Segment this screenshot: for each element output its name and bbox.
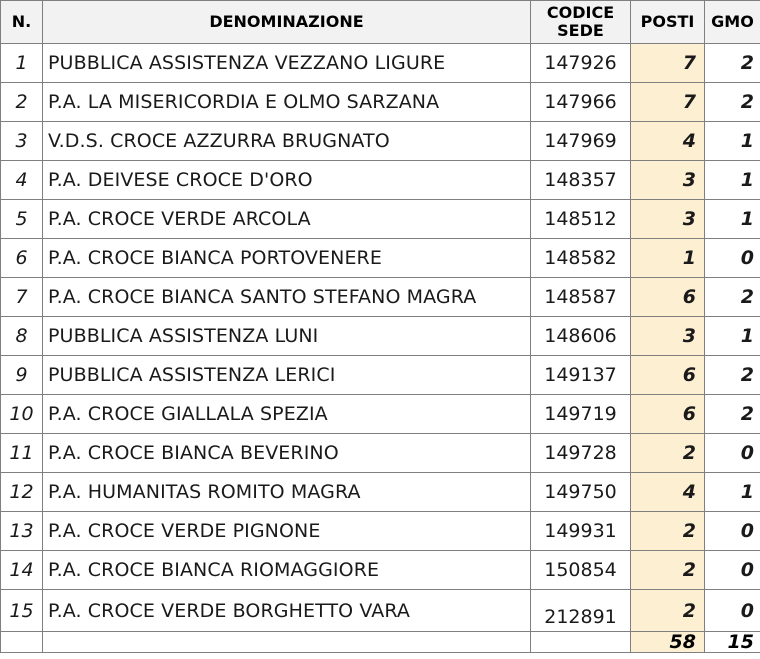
row-posti: 3 [631, 317, 705, 356]
table-body [1, 44, 760, 632]
row-denominazione: V.D.S. CROCE AZZURRA BRUGNATO [43, 122, 531, 161]
table-row [1, 551, 760, 590]
row-gmo: 2 [705, 395, 760, 434]
row-codice-sede: 150854 [531, 551, 631, 590]
row-number: 6 [1, 239, 43, 278]
row-denominazione: PUBBLICA ASSISTENZA LUNI [43, 317, 531, 356]
table-row [1, 590, 760, 632]
row-denominazione: PUBBLICA ASSISTENZA VEZZANO LIGURE [43, 44, 531, 83]
row-posti: 6 [631, 278, 705, 317]
row-number: 13 [1, 512, 43, 551]
row-number: 8 [1, 317, 43, 356]
header-n: N. [1, 1, 43, 44]
row-denominazione: P.A. DEIVESE CROCE D'ORO [43, 161, 531, 200]
row-gmo: 0 [705, 239, 760, 278]
row-gmo: 1 [705, 122, 760, 161]
row-codice-sede: 149728 [531, 434, 631, 473]
table-row [1, 83, 760, 122]
row-gmo: 1 [705, 161, 760, 200]
row-gmo: 0 [705, 434, 760, 473]
row-denominazione: P.A. LA MISERICORDIA E OLMO SARZANA [43, 83, 531, 122]
table-row [1, 356, 760, 395]
row-posti: 7 [631, 44, 705, 83]
row-denominazione: P.A. CROCE VERDE ARCOLA [43, 200, 531, 239]
row-denominazione: P.A. CROCE BIANCA PORTOVENERE [43, 239, 531, 278]
row-gmo: 1 [705, 200, 760, 239]
row-gmo: 2 [705, 44, 760, 83]
total-gmo: 15 [705, 632, 760, 653]
header-codice-line2: SEDE [557, 21, 604, 40]
row-number: 12 [1, 473, 43, 512]
table-row [1, 122, 760, 161]
table-row [1, 239, 760, 278]
row-posti: 4 [631, 473, 705, 512]
row-denominazione: P.A. CROCE VERDE BORGHETTO VARA [43, 590, 531, 632]
row-denominazione: P.A. CROCE VERDE PIGNONE [43, 512, 531, 551]
row-posti: 6 [631, 395, 705, 434]
row-posti: 2 [631, 590, 705, 632]
row-posti: 6 [631, 356, 705, 395]
row-posti: 3 [631, 200, 705, 239]
row-number: 4 [1, 161, 43, 200]
table-row [1, 473, 760, 512]
row-gmo: 2 [705, 278, 760, 317]
header-row [1, 1, 760, 44]
row-denominazione: PUBBLICA ASSISTENZA LERICI [43, 356, 531, 395]
row-codice-sede: 149137 [531, 356, 631, 395]
totals-empty-code [531, 632, 631, 653]
row-gmo: 0 [705, 590, 760, 632]
header-gmo: GMO [705, 1, 760, 44]
row-codice-sede: 149931 [531, 512, 631, 551]
header-codice-sede [531, 1, 631, 44]
table-row [1, 278, 760, 317]
table-row [1, 200, 760, 239]
row-denominazione: P.A. CROCE BIANCA SANTO STEFANO MAGRA [43, 278, 531, 317]
row-posti: 4 [631, 122, 705, 161]
row-denominazione: P.A. CROCE BIANCA BEVERINO [43, 434, 531, 473]
row-codice-sede: 148512 [531, 200, 631, 239]
row-posti: 7 [631, 83, 705, 122]
row-number: 1 [1, 44, 43, 83]
row-number: 11 [1, 434, 43, 473]
row-codice-sede: 148357 [531, 161, 631, 200]
row-codice-sede: 148606 [531, 317, 631, 356]
row-posti: 2 [631, 512, 705, 551]
row-codice-sede: 147926 [531, 44, 631, 83]
table-row [1, 44, 760, 83]
row-codice-sede: 148582 [531, 239, 631, 278]
row-codice-sede: 149719 [531, 395, 631, 434]
row-number: 14 [1, 551, 43, 590]
row-codice-sede: 212891 [531, 590, 631, 632]
header-denominazione: DENOMINAZIONE [43, 1, 531, 44]
header-codice-line1: CODICE [546, 3, 615, 22]
total-posti: 58 [631, 632, 705, 653]
row-posti: 2 [631, 551, 705, 590]
row-denominazione: P.A. CROCE GIALLALA SPEZIA [43, 395, 531, 434]
row-denominazione: P.A. HUMANITAS ROMITO MAGRA [43, 473, 531, 512]
header-posti: POSTI [631, 1, 705, 44]
row-posti: 1 [631, 239, 705, 278]
table-row [1, 317, 760, 356]
row-denominazione: P.A. CROCE BIANCA RIOMAGGIORE [43, 551, 531, 590]
totals-row [1, 632, 760, 653]
row-number: 15 [1, 590, 43, 632]
row-codice-sede: 149750 [531, 473, 631, 512]
totals-empty-name [43, 632, 531, 653]
row-posti: 3 [631, 161, 705, 200]
row-codice-sede: 147969 [531, 122, 631, 161]
row-number: 3 [1, 122, 43, 161]
row-posti: 2 [631, 434, 705, 473]
row-gmo: 0 [705, 512, 760, 551]
row-gmo: 2 [705, 83, 760, 122]
row-gmo: 2 [705, 356, 760, 395]
row-gmo: 1 [705, 473, 760, 512]
row-number: 10 [1, 395, 43, 434]
table-row [1, 512, 760, 551]
row-number: 2 [1, 83, 43, 122]
totals-empty-n [1, 632, 43, 653]
row-gmo: 1 [705, 317, 760, 356]
table-row [1, 395, 760, 434]
row-number: 5 [1, 200, 43, 239]
row-codice-sede: 148587 [531, 278, 631, 317]
table-row [1, 161, 760, 200]
table-row [1, 434, 760, 473]
row-number: 7 [1, 278, 43, 317]
row-number: 9 [1, 356, 43, 395]
row-codice-sede: 147966 [531, 83, 631, 122]
row-gmo: 0 [705, 551, 760, 590]
